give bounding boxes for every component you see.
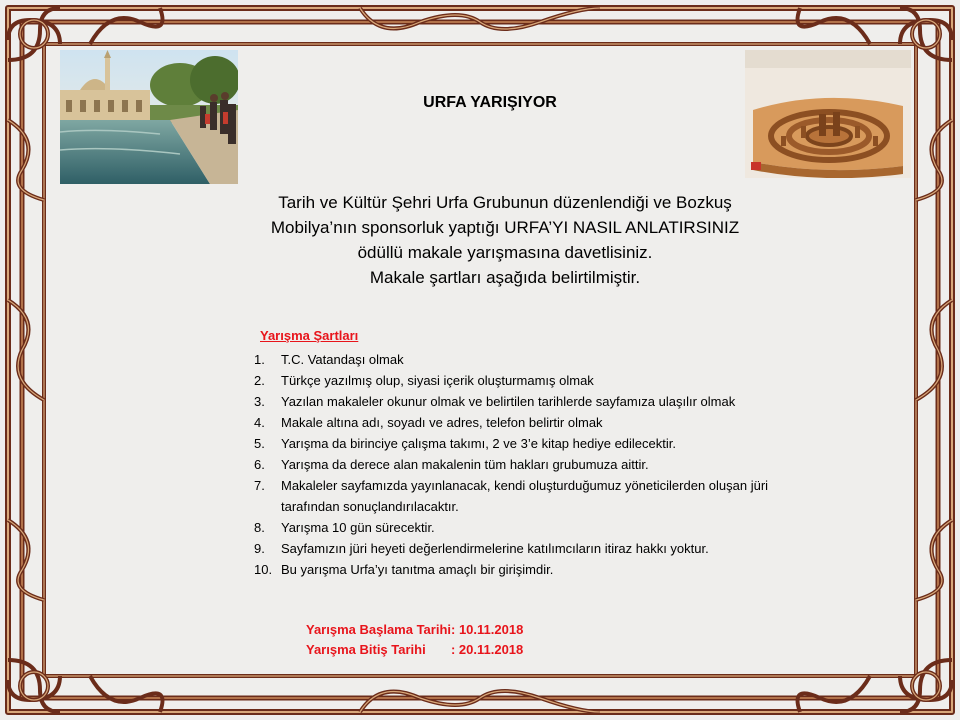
intro-line: Makale şartları aşağıda belirtilmiştir. [369,268,641,287]
list-item [254,433,774,454]
list-item [254,391,774,412]
item-number: 10. [254,562,273,577]
list-item [254,370,774,391]
list-item [254,475,774,517]
intro-line: Tarih ve Kültür Şehri Urfa Grubunun düzenlendiği ve Bozkuş [278,193,732,212]
item-number: 7. [254,478,265,493]
item-number: 4. [254,415,265,430]
item-text: Yarışma 10 gün sürecektir. [281,520,435,535]
item-text: Yarışma da derece alan makalenin tüm hakları grubumuza aittir. [281,457,649,472]
page-title: URFA YARIŞIYOR [423,94,557,111]
intro-line: ödüllü makale yarışmasına davetlisiniz. [357,243,653,262]
item-text: Makale altına adı, soyadı ve adres, telefon belirtir olmak [281,415,603,430]
list-item [254,559,774,580]
list-item [254,517,774,538]
list-item [254,454,774,475]
item-number: 9. [254,541,265,556]
end-date: Yarışma Bitiş Tarihi : 20.11.2018 [306,642,524,657]
item-number: 1. [254,352,265,367]
list-item [254,349,774,370]
item-text: Bu yarışma Urfa’yı tanıtma amaçlı bir girişimdir. [281,562,554,577]
item-text: Yarışma da birinciye çalışma takımı, 2 ve 3’e kitap hediye edilecektir. [281,436,676,451]
start-date: Yarışma Başlama Tarihi: 10.11.2018 [306,622,524,637]
item-number: 2. [254,373,265,388]
list-item [254,538,774,559]
item-text: Türkçe yazılmış olup, siyasi içerik oluşturmamış olmak [281,373,594,388]
item-number: 5. [254,436,265,451]
conditions-heading: Yarışma Şartları [260,328,359,343]
gobeklitepe-model-photo [745,50,911,178]
item-text: Yazılan makaleler okunur olmak ve belirtilen tarihlerde sayfamıza ulaşılır olmak [281,394,736,409]
item-number: 3. [254,394,265,409]
intro-line: Mobilya’nın sponsorluk yaptığı URFA’YI NASIL ANLATIRSINIZ [270,218,740,237]
item-number: 6. [254,457,265,472]
item-text: T.C. Vatandaşı olmak [281,352,404,367]
list-item [254,412,774,433]
intro-paragraph [200,190,810,290]
item-text: Sayfamızın jüri heyeti değerlendirmelerine katılımcıların itiraz hakkı yoktur. [281,541,709,556]
item-text: Makaleler sayfamızda yayınlanacak, kendi oluşturduğumuz yöneticilerden oluşan jüri tarafından sonuçlandırılacaktır. [281,478,769,514]
item-number: 8. [254,520,265,535]
balikligol-photo [60,50,238,184]
conditions-list [254,349,774,580]
